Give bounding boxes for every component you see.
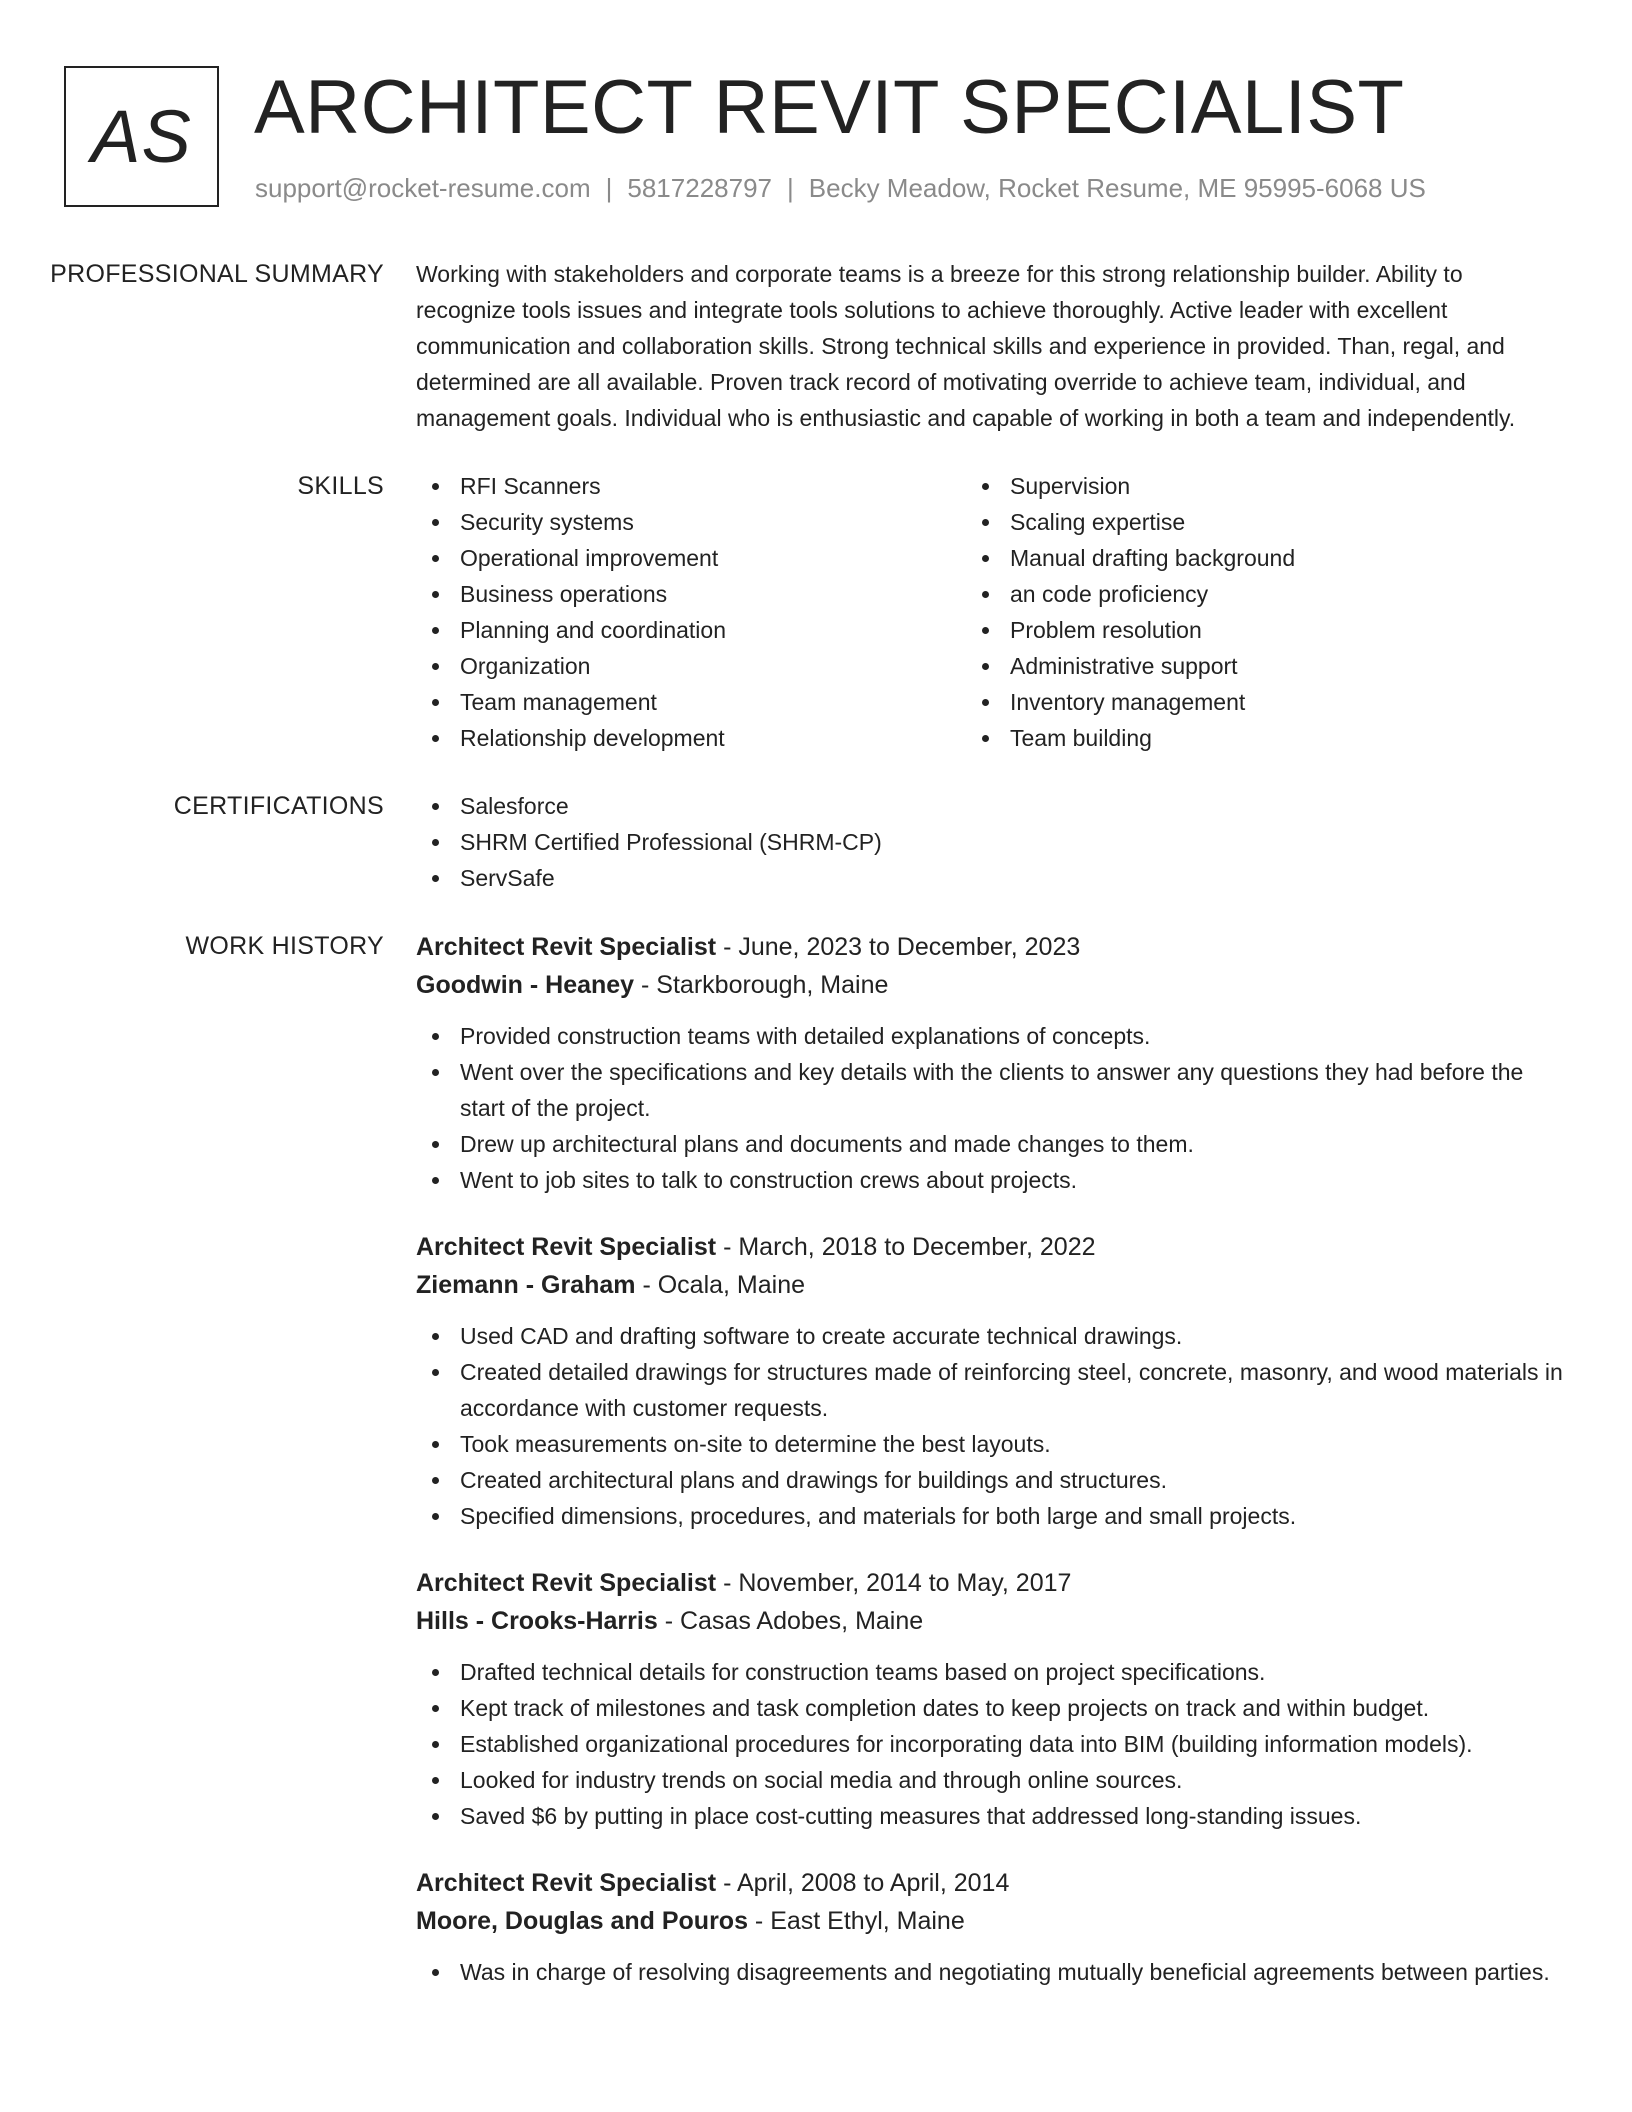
skill-item: Scaling expertise <box>966 504 1516 540</box>
summary-text: Working with stakeholders and corporate teams is a breeze for this strong relationship builder. Ability to recognize tools issues and integrate tools solutions to achieve thoroughly. Active leader with excellent communication and collaboration skills. Strong technical skills and experience in provided. Than, regal, and determined are all available. Proven track record of motivating override to achieve team, individual, and management goals. Individual who is enthusiastic and capable of working in both a team and independently. <box>416 261 1516 431</box>
job-company: Goodwin - Heaney <box>416 971 635 999</box>
job-dates: - November, 2014 to May, 2017 <box>716 1569 1072 1597</box>
job-duty-item: Provided construction teams with detailed explanations of concepts. <box>416 1018 1564 1054</box>
skills-column-right <box>966 468 1516 756</box>
skill-item: Team building <box>966 720 1516 756</box>
certifications-section <box>0 788 1632 896</box>
skill-item: an code proficiency <box>966 576 1516 612</box>
contact-line <box>255 173 1426 204</box>
job-company-line <box>416 1266 1564 1304</box>
job-company: Hills - Crooks-Harris <box>416 1607 658 1635</box>
job-title-line <box>416 1228 1564 1266</box>
job-location: - Casas Adobes, Maine <box>657 1607 924 1635</box>
work-history-section <box>0 928 1632 2020</box>
job-company-line <box>416 966 1564 1004</box>
summary-body <box>416 256 1564 436</box>
contact-address: Becky Meadow, Rocket Resume, ME 95995-6068 US <box>808 173 1426 203</box>
job-title: Architect Revit Specialist <box>416 933 717 961</box>
job-company: Ziemann - Graham <box>416 1271 636 1299</box>
job-entry <box>416 928 1564 1198</box>
work-history-body <box>416 928 1564 2020</box>
skill-item: Organization <box>416 648 966 684</box>
certification-item: Salesforce <box>416 788 1564 824</box>
job-entry <box>416 1864 1564 1990</box>
job-duties <box>416 1318 1564 1534</box>
job-duty-item: Specified dimensions, procedures, and materials for both large and small projects. <box>416 1498 1564 1534</box>
certification-item: ServSafe <box>416 860 1564 896</box>
job-duty-item: Went over the specifications and key details with the clients to answer any questions they had before the start of the project. <box>416 1054 1564 1126</box>
certification-item: SHRM Certified Professional (SHRM-CP) <box>416 824 1564 860</box>
job-dates: - June, 2023 to December, 2023 <box>716 933 1081 961</box>
job-entry <box>416 1228 1564 1534</box>
job-duty-item: Created architectural plans and drawings for buildings and structures. <box>416 1462 1564 1498</box>
resume-header <box>64 66 1572 210</box>
skill-item: Operational improvement <box>416 540 966 576</box>
contact-email[interactable]: support@rocket-resume.com <box>255 173 591 203</box>
job-title-line <box>416 1864 1564 1902</box>
job-title-line <box>416 1564 1564 1602</box>
job-duty-item: Established organizational procedures for incorporating data into BIM (building information models). <box>416 1726 1564 1762</box>
job-title-line <box>416 928 1564 966</box>
skills-section <box>0 468 1632 756</box>
skill-item: Supervision <box>966 468 1516 504</box>
skill-item: Relationship development <box>416 720 966 756</box>
job-duty-item: Took measurements on-site to determine the best layouts. <box>416 1426 1564 1462</box>
job-duties <box>416 1654 1564 1834</box>
job-location: - East Ethyl, Maine <box>747 1907 965 1935</box>
job-title: Architect Revit Specialist <box>416 1233 717 1261</box>
skills-column-left <box>416 468 966 756</box>
job-duty-item: Was in charge of resolving disagreements and negotiating mutually beneficial agreements between parties. <box>416 1954 1564 1990</box>
job-duty-item: Kept track of milestones and task completion dates to keep projects on track and within budget. <box>416 1690 1564 1726</box>
job-location: - Ocala, Maine <box>635 1271 806 1299</box>
job-duty-item: Looked for industry trends on social media and through online sources. <box>416 1762 1564 1798</box>
job-title: Architect Revit Specialist <box>416 1569 717 1597</box>
contact-separator: | <box>605 173 613 203</box>
contact-phone[interactable]: 5817228797 <box>627 173 772 203</box>
job-duty-item: Saved $6 by putting in place cost-cutting measures that addressed long-standing issues. <box>416 1798 1564 1834</box>
job-company: Moore, Douglas and Pouros <box>416 1907 748 1935</box>
section-heading: WORK HISTORY <box>185 932 384 960</box>
job-company-line <box>416 1902 1564 1940</box>
job-duty-item: Drew up architectural plans and documents and made changes to them. <box>416 1126 1564 1162</box>
job-dates: - April, 2008 to April, 2014 <box>716 1869 1010 1897</box>
job-company-line <box>416 1602 1564 1640</box>
skill-item: Security systems <box>416 504 966 540</box>
job-location: - Starkborough, Maine <box>634 971 889 999</box>
resume-body <box>0 256 1632 2052</box>
summary-section <box>0 256 1632 436</box>
skill-item: Inventory management <box>966 684 1516 720</box>
skill-item: Problem resolution <box>966 612 1516 648</box>
skill-item: Planning and coordination <box>416 612 966 648</box>
section-heading: CERTIFICATIONS <box>173 792 384 820</box>
job-entry <box>416 1564 1564 1834</box>
job-duties <box>416 1954 1564 1990</box>
skill-item: RFI Scanners <box>416 468 966 504</box>
section-heading: SKILLS <box>297 472 384 500</box>
skill-item: Administrative support <box>966 648 1516 684</box>
skill-item: Manual drafting background <box>966 540 1516 576</box>
job-duty-item: Drafted technical details for construction teams based on project specifications. <box>416 1654 1564 1690</box>
job-duty-item: Went to job sites to talk to construction crews about projects. <box>416 1162 1564 1198</box>
skill-item: Business operations <box>416 576 966 612</box>
monogram-initials: AS <box>91 95 192 178</box>
job-duties <box>416 1018 1564 1198</box>
certifications-list <box>416 788 1564 896</box>
job-duty-item: Created detailed drawings for structures made of reinforcing steel, concrete, masonry, and wood materials in accordance with customer requests. <box>416 1354 1564 1426</box>
job-duty-item: Used CAD and drafting software to create accurate technical drawings. <box>416 1318 1564 1354</box>
job-dates: - March, 2018 to December, 2022 <box>716 1233 1096 1261</box>
job-title: Architect Revit Specialist <box>416 1869 717 1897</box>
skills-grid <box>416 468 1564 756</box>
resume-name: ARCHITECT REVIT SPECIALIST <box>254 65 1405 150</box>
skill-item: Team management <box>416 684 966 720</box>
certifications-body <box>416 788 1564 896</box>
monogram-box <box>64 66 219 207</box>
section-heading: PROFESSIONAL SUMMARY <box>50 260 384 288</box>
contact-separator: | <box>787 173 794 203</box>
